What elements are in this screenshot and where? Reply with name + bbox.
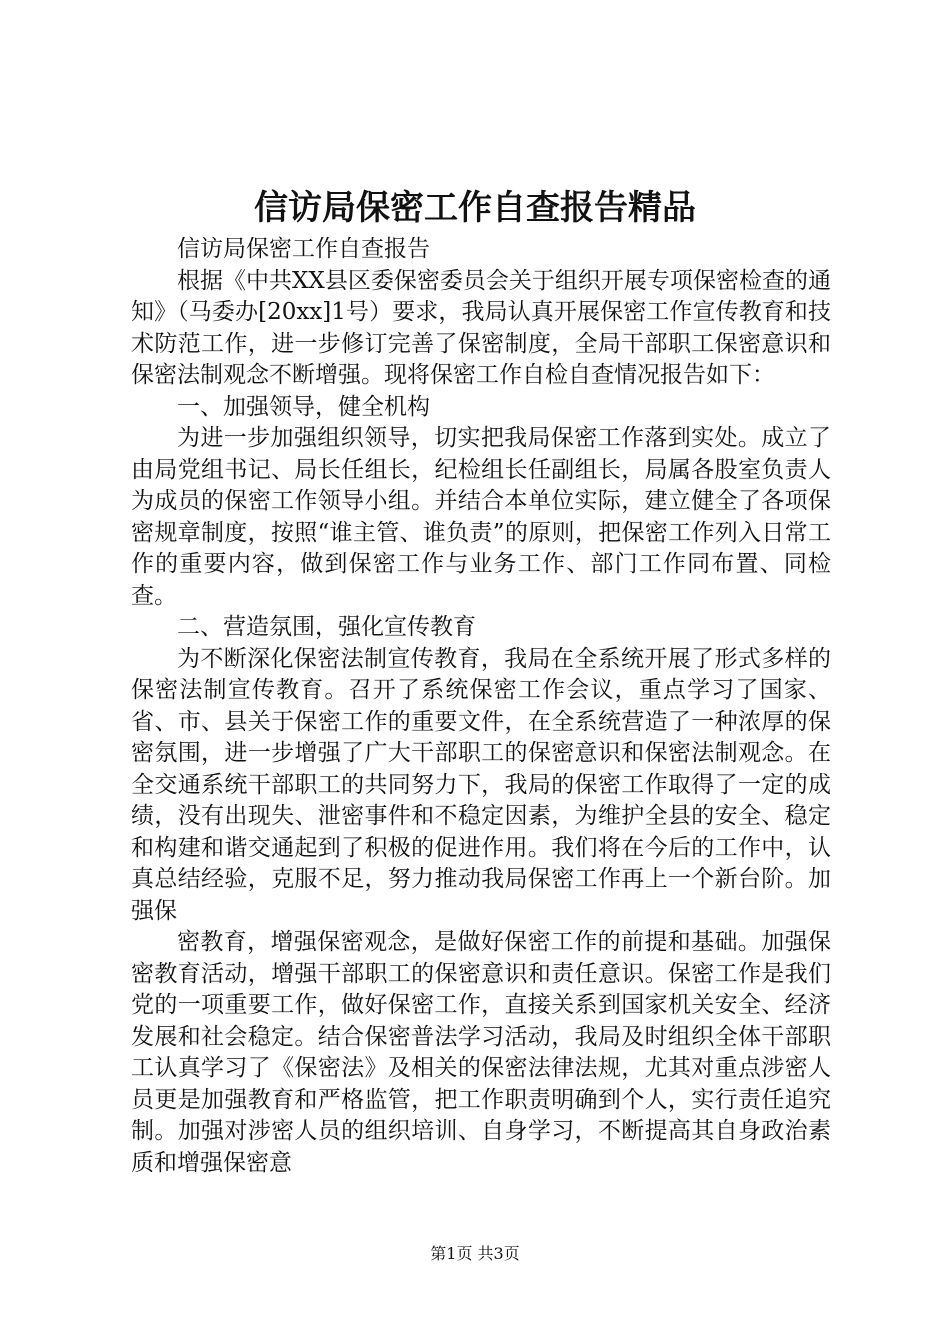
section-heading-2: 二、营造氛围，强化宣传教育 <box>177 614 476 640</box>
intro-paragraph: 根据《中共XX县区委保密委员会关于组织开展专项保密检查的通知》（马委办[20xx]1号）要求，我局认真开展保密工作宣传教育和技术防范工作，进一步修订完善了保密制度，全局干部职工保密意识和保密法制观念不断增强。现将保密工作自检自查情况报告如下： <box>131 267 831 388</box>
section-paragraph-2: 为不断深化保密法制宣传教育，我局在全系统开展了形式多样的保密法制宣传教育。召开了系统保密工作会议，重点学习了国家、省、市、县关于保密工作的重要文件，在全系统营造了一种浓厚的保密氛围，进一步增强了广大干部职工的保密意识和保密法制观念。在全交通系统干部职工的共同努力下，我局的保密工作取得了一定的成绩，没有出现失、泄密事件和不稳定因素，为维护全县的安全、稳定和构建和谐交通起到了积极的促进作用。我们将在今后的工作中，认真总结经验，克服不足，努力推动我局保密工作再上一个新台阶。加强保 <box>131 645 831 924</box>
section-paragraph-3: 密教育，增强保密观念，是做好保密工作的前提和基础。加强保密教育活动，增强干部职工的保密意识和责任意识。保密工作是我们党的一项重要工作，做好保密工作，直接关系到国家机关安全、经济发展和社会稳定。结合保密普法学习活动，我局及时组织全体干部职工认真学习了《保密法》及相关的保密法律法规，尤其对重点涉密人员更是加强教育和严格监管，把工作职责明确到个人，实行责任追究制。加强对涉密人员的组织培训、自身学习，不断提高其自身政治素质和增强保密意 <box>131 929 831 1176</box>
subtitle-paragraph: 信访局保密工作自查报告 <box>177 236 430 262</box>
document-body <box>131 234 831 1179</box>
section-heading-1: 一、加强领导，健全机构 <box>177 393 430 420</box>
section-paragraph-1: 为进一步加强组织领导，切实把我局保密工作落到实处。成立了由局党组书记、局长任组长，纪检组长任副组长，局属各股室负责人为成员的保密工作领导小组。并结合本单位实际，建立健全了各项保密规章制度，按照“谁主管、谁负责”的原则，把保密工作列入日常工作的重要内容，做到保密工作与业务工作、部门工作同布置、同检查。 <box>131 425 831 609</box>
page-footer: 第1页 共3页 <box>430 1244 520 1263</box>
document-title: 信访局保密工作自查报告精品 <box>254 188 696 228</box>
